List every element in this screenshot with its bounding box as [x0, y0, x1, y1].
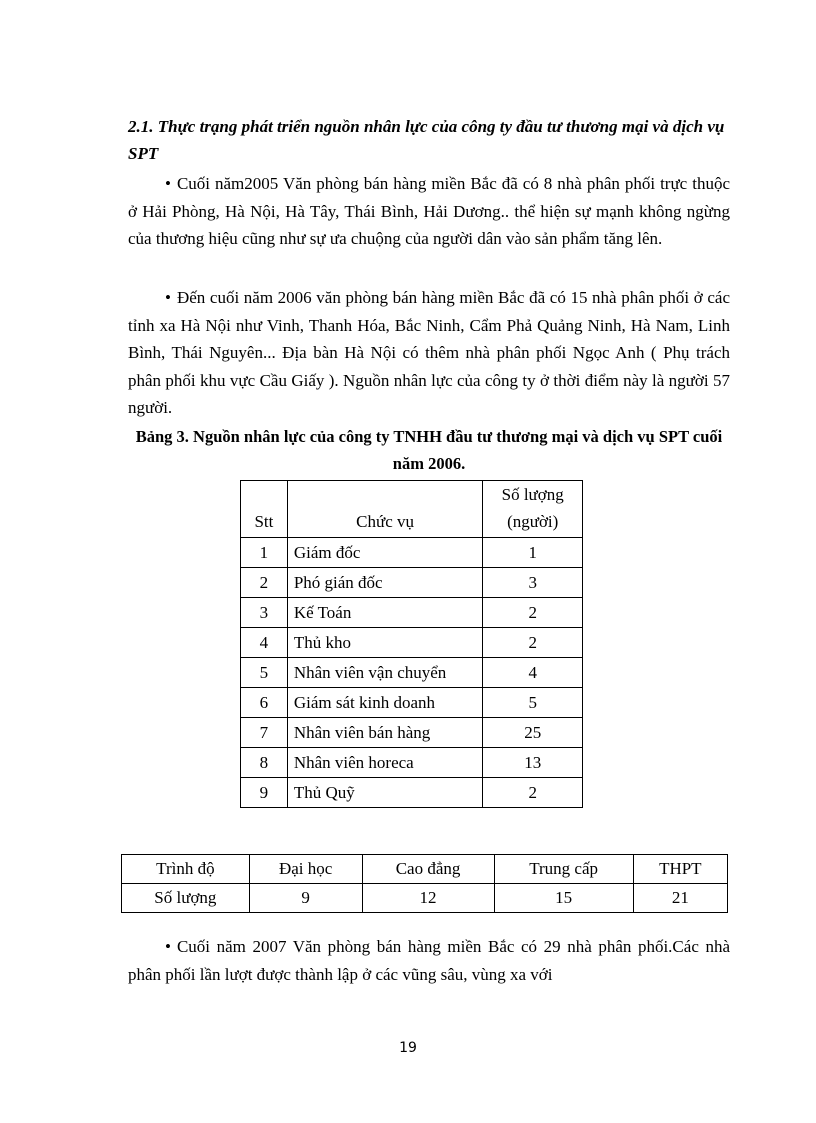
edu-value-highschool: 21 — [633, 884, 727, 913]
paragraph-2 — [128, 284, 730, 422]
section-heading: 2.1. Thực trạng phát triển nguồn nhân lực của công ty đầu tư thương mại và dịch vụ SPT — [128, 117, 725, 163]
cell-quantity: 1 — [483, 538, 583, 568]
edu-header-university: Đại học — [249, 855, 362, 884]
cell-stt: 9 — [241, 778, 288, 808]
edu-header-highschool: THPT — [633, 855, 727, 884]
edu-value-vocational: 15 — [494, 884, 633, 913]
page-number: 19 — [399, 1040, 417, 1056]
paragraph-3 — [128, 933, 730, 988]
staff-table — [240, 480, 583, 808]
bullet-icon: • — [165, 288, 171, 307]
edu-value-label: Số lượng — [122, 884, 250, 913]
paragraph-2-text: Đến cuối năm 2006 văn phòng bán hàng miền Bắc đã có 15 nhà phân phối ở các tỉnh xa Hà Nội như Vinh, Thanh Hóa, Bắc Ninh, Cẩm Phả Quảng Ninh, Hà Nam, Linh Bình, Thái Nguyên... Địa bàn Hà Nội có thêm nhà phân phối Ngọc Anh ( Phụ trách phân phối khu vực Cầu Giấy ). Nguồn nhân lực của công ty ở thời điểm này là người 57 người. — [128, 288, 730, 417]
header-stt: Stt — [241, 481, 288, 538]
paragraph-1-text: Cuối năm2005 Văn phòng bán hàng miền Bắc đã có 8 nhà phân phối trực thuộc ở Hải Phòng, Hà Nội, Hà Tây, Thái Bình, Hải Dương.. thể hiện sự mạnh không ngừng của thương hiệu cũng như sự ưa chuộng của người dân vào sản phẩm tăng lên. — [128, 174, 730, 248]
header-quantity-line1: Số lượng — [501, 485, 564, 504]
cell-position: Nhân viên horeca — [287, 748, 483, 778]
bullet-icon: • — [165, 174, 171, 193]
cell-quantity: 25 — [483, 718, 583, 748]
cell-position: Phó gián đốc — [287, 568, 483, 598]
cell-stt: 3 — [241, 598, 288, 628]
cell-stt: 4 — [241, 628, 288, 658]
cell-stt: 2 — [241, 568, 288, 598]
cell-position: Thủ kho — [287, 628, 483, 658]
cell-stt: 8 — [241, 748, 288, 778]
cell-position: Giám sát kinh doanh — [287, 688, 483, 718]
paragraph-1 — [128, 170, 730, 253]
table-caption: Bảng 3. Nguồn nhân lực của công ty TNHH đầu tư thương mại và dịch vụ SPT cuối năm 2006. — [135, 427, 723, 473]
cell-stt: 7 — [241, 718, 288, 748]
cell-position: Thủ Quỹ — [287, 778, 483, 808]
education-value-row — [122, 884, 728, 913]
education-table — [121, 854, 728, 913]
header-quantity-line2: (người) — [507, 512, 559, 531]
header-quantity — [483, 481, 583, 538]
cell-quantity: 3 — [483, 568, 583, 598]
cell-stt: 1 — [241, 538, 288, 568]
cell-position: Nhân viên vận chuyển — [287, 658, 483, 688]
cell-quantity: 2 — [483, 778, 583, 808]
cell-quantity: 13 — [483, 748, 583, 778]
table-row — [241, 598, 583, 628]
cell-position: Kế Toán — [287, 598, 483, 628]
staff-table-header-row — [241, 481, 583, 538]
edu-header-college: Cao đẳng — [362, 855, 494, 884]
cell-quantity: 5 — [483, 688, 583, 718]
cell-position: Giám đốc — [287, 538, 483, 568]
table-row — [241, 658, 583, 688]
education-header-row — [122, 855, 728, 884]
table-row — [241, 748, 583, 778]
cell-position: Nhân viên bán hàng — [287, 718, 483, 748]
cell-stt: 6 — [241, 688, 288, 718]
table-row — [241, 688, 583, 718]
table-row — [241, 628, 583, 658]
table-row — [241, 538, 583, 568]
edu-value-university: 9 — [249, 884, 362, 913]
cell-quantity: 4 — [483, 658, 583, 688]
edu-value-college: 12 — [362, 884, 494, 913]
table-row — [241, 778, 583, 808]
cell-stt: 5 — [241, 658, 288, 688]
edu-header-vocational: Trung cấp — [494, 855, 633, 884]
header-position: Chức vụ — [287, 481, 483, 538]
table-row — [241, 568, 583, 598]
cell-quantity: 2 — [483, 598, 583, 628]
table-row — [241, 718, 583, 748]
paragraph-3-text: Cuối năm 2007 Văn phòng bán hàng miền Bắc có 29 nhà phân phối.Các nhà phân phối lần lượt được thành lập ở các vũng sâu, vùng xa với — [128, 937, 730, 984]
bullet-icon: • — [165, 937, 171, 956]
cell-quantity: 2 — [483, 628, 583, 658]
edu-header-level: Trình độ — [122, 855, 250, 884]
